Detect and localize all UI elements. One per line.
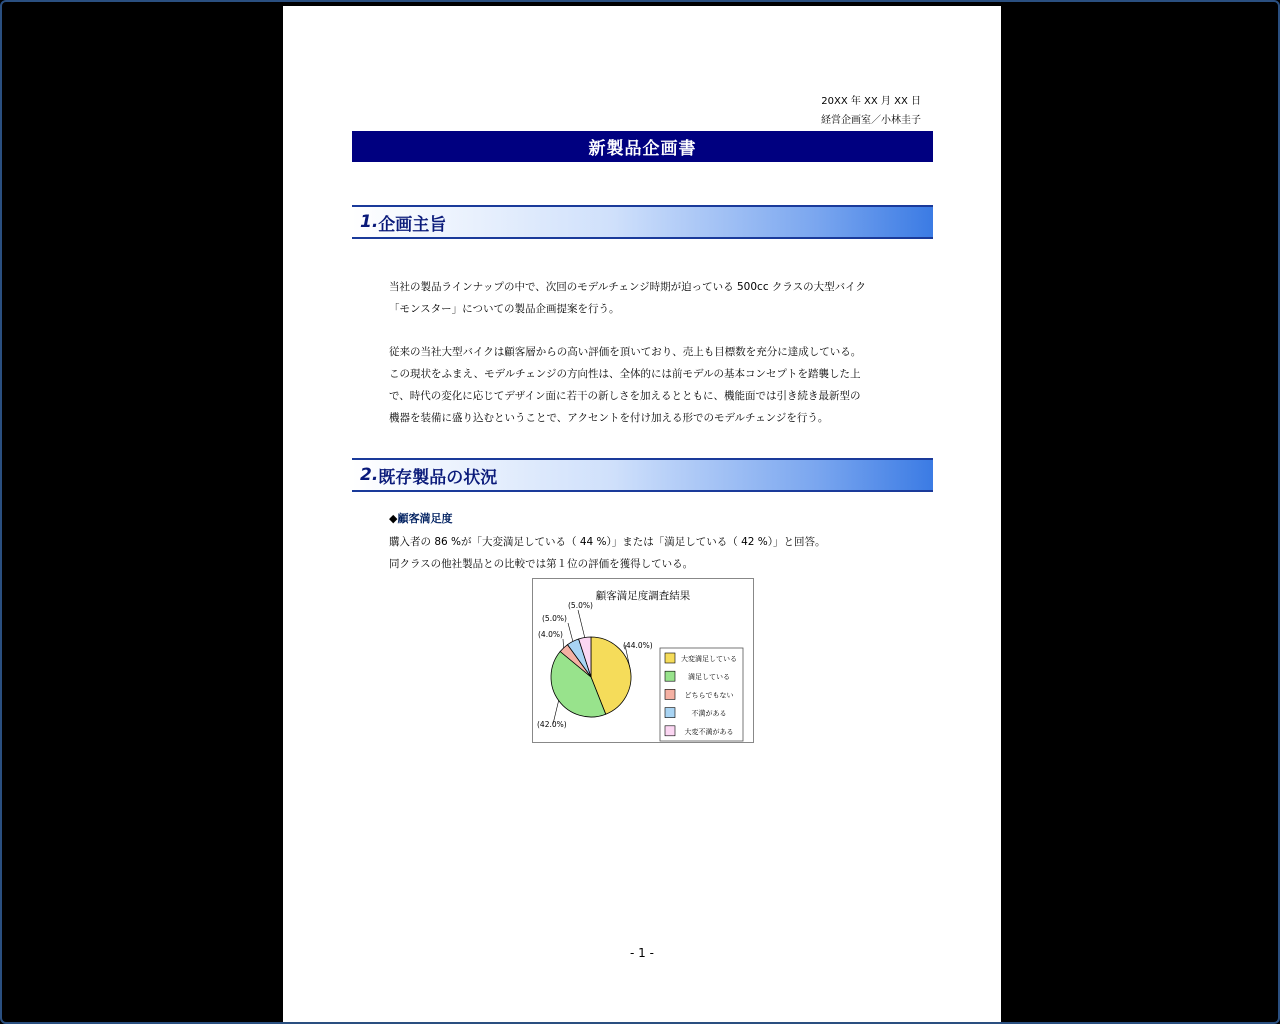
section-1-title: 企画主旨 (378, 214, 447, 235)
legend-label: どちらでもない (684, 691, 734, 700)
data-label: (5.0%) (568, 601, 593, 610)
legend-swatch (665, 653, 675, 663)
section-2-title: 既存製品の状況 (378, 467, 498, 488)
data-label: (5.0%) (542, 614, 567, 623)
leader-line (568, 623, 573, 641)
data-label: (4.0%) (538, 630, 563, 639)
legend-label: 大変不満がある (684, 727, 734, 736)
text-line: 当社の製品ラインナップの中で、次回のモデルチェンジ時期が迫っている 500cc クラスの大型バイク (389, 281, 866, 293)
section-1-heading (352, 205, 933, 239)
text-line: 購入者の 86 %が「大変満足している（ 44 %）」または「満足している（ 42 %）」と回答。 (389, 536, 826, 548)
legend-swatch (665, 689, 675, 699)
chart-canvas (533, 579, 753, 742)
text-line: で、時代の変化に応じてデザイン面に若干の新しさを加えるとともに、機能面では引き続き最新型の (389, 390, 861, 402)
satisfaction-pie-chart (532, 578, 754, 743)
section-1-paragraph-1 (389, 276, 909, 320)
legend-label: 満足している (688, 673, 730, 682)
chart-title: 顧客満足度調査結果 (595, 590, 691, 602)
legend-label: 大変満足している (681, 655, 737, 663)
legend-swatch (665, 708, 675, 718)
document-date: 20XX 年 XX 月 XX 日 (821, 96, 921, 107)
leader-line (578, 610, 585, 637)
subsection-title: 顧客満足度 (397, 512, 453, 525)
section-1-paragraph-2 (389, 341, 909, 429)
section-2-paragraph (389, 531, 909, 575)
section-2-heading (352, 458, 933, 492)
section-2-number: 2. (360, 465, 379, 485)
data-label: (42.0%) (537, 720, 567, 729)
text-line: この現状をふまえ、モデルチェンジの方向性は、全体的には前モデルの基本コンセプトを踏襲した上 (389, 368, 861, 380)
text-line: 「モンスター」についての製品企画提案を行う。 (389, 303, 620, 315)
legend-label: 不満がある (691, 709, 727, 718)
document-title: 新製品企画書 (352, 131, 933, 162)
subsection-heading (389, 510, 452, 526)
legend-swatch (665, 726, 675, 736)
section-1-number: 1. (360, 212, 379, 232)
page-number: - 1 - (630, 946, 654, 960)
data-label: (44.0%) (623, 641, 653, 650)
text-line: 従来の当社大型バイクは顧客層からの高い評価を頂いており、売上も目標数を充分に達成している。 (389, 346, 862, 358)
text-line: 同クラスの他社製品との比較では第１位の評価を獲得している。 (389, 558, 694, 570)
text-line: 機器を装備に盛り込むということで、アクセントを付け加える形でのモデルチェンジを行う。 (389, 412, 829, 424)
document-author: 経営企画室／小林圭子 (821, 115, 921, 126)
legend-swatch (665, 671, 675, 681)
leader-line (563, 639, 564, 648)
diamond-bullet-icon: ◆ (389, 512, 398, 525)
document-page (283, 6, 1001, 1022)
